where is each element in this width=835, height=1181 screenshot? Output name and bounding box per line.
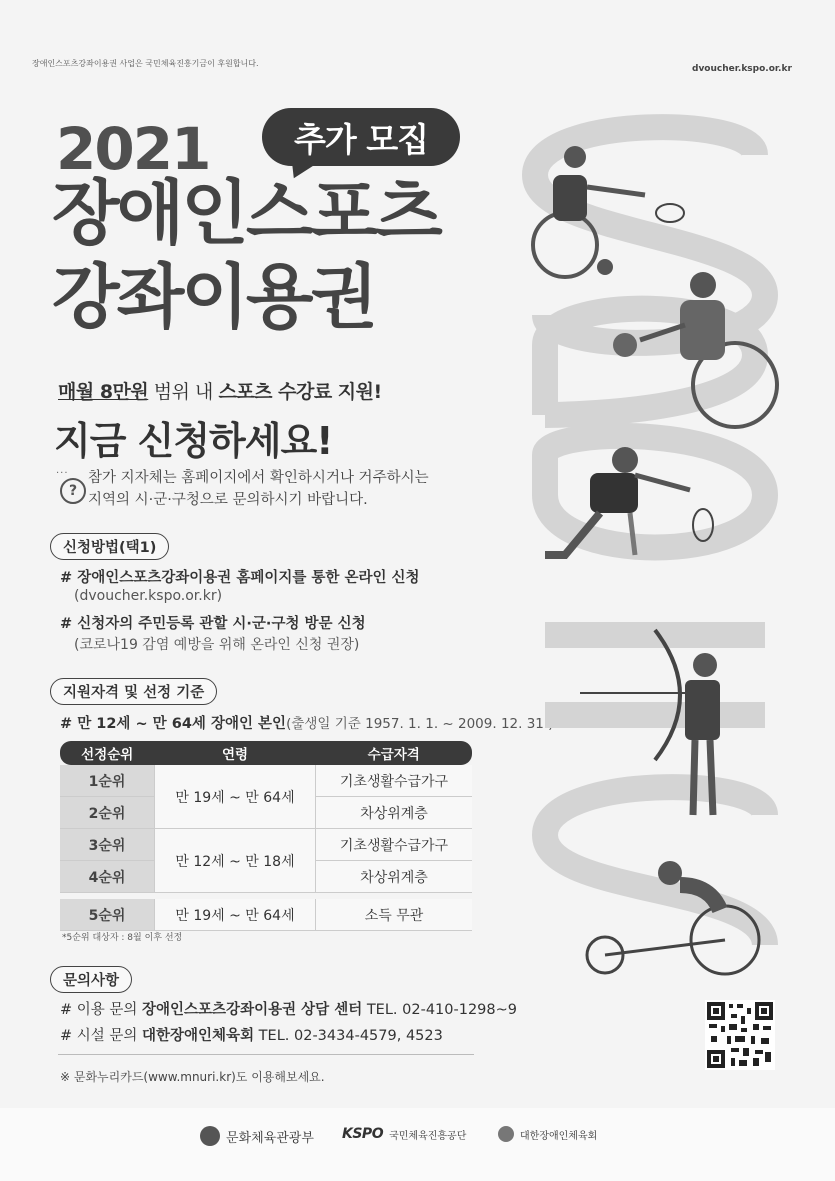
rank-cell: 3순위 <box>60 829 155 861</box>
eligibility-text <box>60 712 553 733</box>
method-online: # 장애인스포츠강좌이용권 홈페이지를 통한 온라인 신청 <box>60 570 420 586</box>
contact-usage-center: 장애인스포츠강좌이용권 상담 센터 <box>142 1002 363 1018</box>
monthly-middle: 범위 내 <box>148 381 219 403</box>
culture-card-note: ※ 문화누리카드(www.mnuri.kr)도 이용해보세요. <box>60 1070 325 1084</box>
contact-section-label: 문의사항 <box>50 966 132 993</box>
sponsor-note: 장애인스포츠강좌이용권 사업은 국민체육진흥기금이 후원합니다. <box>32 59 259 68</box>
rank-footnote: *5순위 대상자 : 8월 이후 선정 <box>62 933 183 943</box>
rank-cell: 2순위 <box>60 797 155 829</box>
header-rank: 선정순위 <box>60 741 155 765</box>
qualification-cell: 기초생활수급가구 <box>316 765 473 797</box>
method-visit: # 신청자의 주민등록 관할 시·군·구청 방문 신청 <box>60 616 366 632</box>
method-section-label: 신청방법(택1) <box>50 533 169 560</box>
kspo-mark: KSPO <box>342 1126 384 1142</box>
site-url[interactable]: dvoucher.kspo.or.kr <box>692 64 792 74</box>
qualification-cell: 차상위계층 <box>316 797 473 829</box>
ministry-logo <box>200 1126 314 1146</box>
age-cell: 만 19세 ~ 만 64세 <box>155 899 316 931</box>
contact-facility-prefix: # 시설 문의 <box>60 1028 143 1044</box>
age-cell: 만 19세 ~ 만 64세 <box>155 765 316 829</box>
qualification-cell: 소득 무관 <box>316 899 473 931</box>
kpc-emblem-icon <box>498 1126 514 1142</box>
apply-now-heading: 지금 신청하세요! <box>54 419 333 463</box>
contact-facility-org: 대한장애인체육회 <box>142 1028 255 1044</box>
qr-code[interactable] <box>705 1000 775 1070</box>
table-row <box>60 899 472 931</box>
monthly-support-text <box>58 377 382 404</box>
kspo-name: 국민체육진흥공단 <box>389 1130 467 1142</box>
eligibility-section-label: 지원자격 및 선정 기준 <box>50 678 217 705</box>
contact-facility-tel[interactable]: TEL. 02-3434-4579, 4523 <box>254 1028 443 1044</box>
eligibility-age: # 만 12세 ~ 만 64세 장애인 본인 <box>60 716 287 732</box>
title-line-1: 장애인스포츠 <box>52 172 440 254</box>
rank-cell: 4순위 <box>60 861 155 893</box>
method-online-url[interactable]: (dvoucher.kspo.or.kr) <box>74 588 223 604</box>
method-visit-note: (코로나19 감염 예방을 위해 온라인 신청 권장) <box>74 637 360 653</box>
contact-usage <box>60 998 517 1019</box>
table-row <box>60 829 472 861</box>
monthly-amount: 매월 8만원 <box>58 381 149 403</box>
table-header-row <box>60 741 472 765</box>
footer <box>0 1108 835 1181</box>
selection-rank-table <box>60 741 472 931</box>
header-age: 연령 <box>155 741 316 765</box>
kpc-name: 대한장애인체육회 <box>520 1130 598 1142</box>
qualification-cell: 기초생활수급가구 <box>316 829 473 861</box>
ministry-name: 문화체육관광부 <box>226 1130 314 1146</box>
dots-decoration: ··· <box>56 468 69 479</box>
additional-recruit-badge: 추가 모집 <box>262 108 460 166</box>
table-row <box>60 765 472 797</box>
notice-line-2: 지역의 시·군·구청으로 문의하시기 바랍니다. <box>88 492 368 508</box>
contact-usage-prefix: # 이용 문의 <box>60 1002 143 1018</box>
question-icon: ? <box>60 478 86 504</box>
contact-facility <box>60 1024 443 1045</box>
contact-usage-tel[interactable]: TEL. 02-410-1298~9 <box>362 1002 518 1018</box>
divider <box>58 1054 474 1055</box>
kpc-logo <box>498 1126 597 1142</box>
eligibility-birth-range: (출생일 기준 1957. 1. 1. ~ 2009. 12. 31.) <box>286 716 554 732</box>
qualification-cell: 차상위계층 <box>316 861 473 893</box>
rank-cell: 1순위 <box>60 765 155 797</box>
notice-line-1: 참가 지자체는 홈페이지에서 확인하시거나 거주하시는 <box>88 470 429 486</box>
year-heading: 2021 <box>56 115 210 183</box>
monthly-bold: 스포츠 수강료 지원! <box>218 381 382 403</box>
kspo-logo <box>342 1126 466 1142</box>
rank-cell: 5순위 <box>60 899 155 931</box>
header-qualification: 수급자격 <box>316 741 473 765</box>
title-line-2: 강좌이용권 <box>52 256 376 338</box>
sports-illustration <box>505 95 815 995</box>
age-cell: 만 12세 ~ 만 18세 <box>155 829 316 893</box>
taegeuk-icon <box>200 1126 220 1146</box>
